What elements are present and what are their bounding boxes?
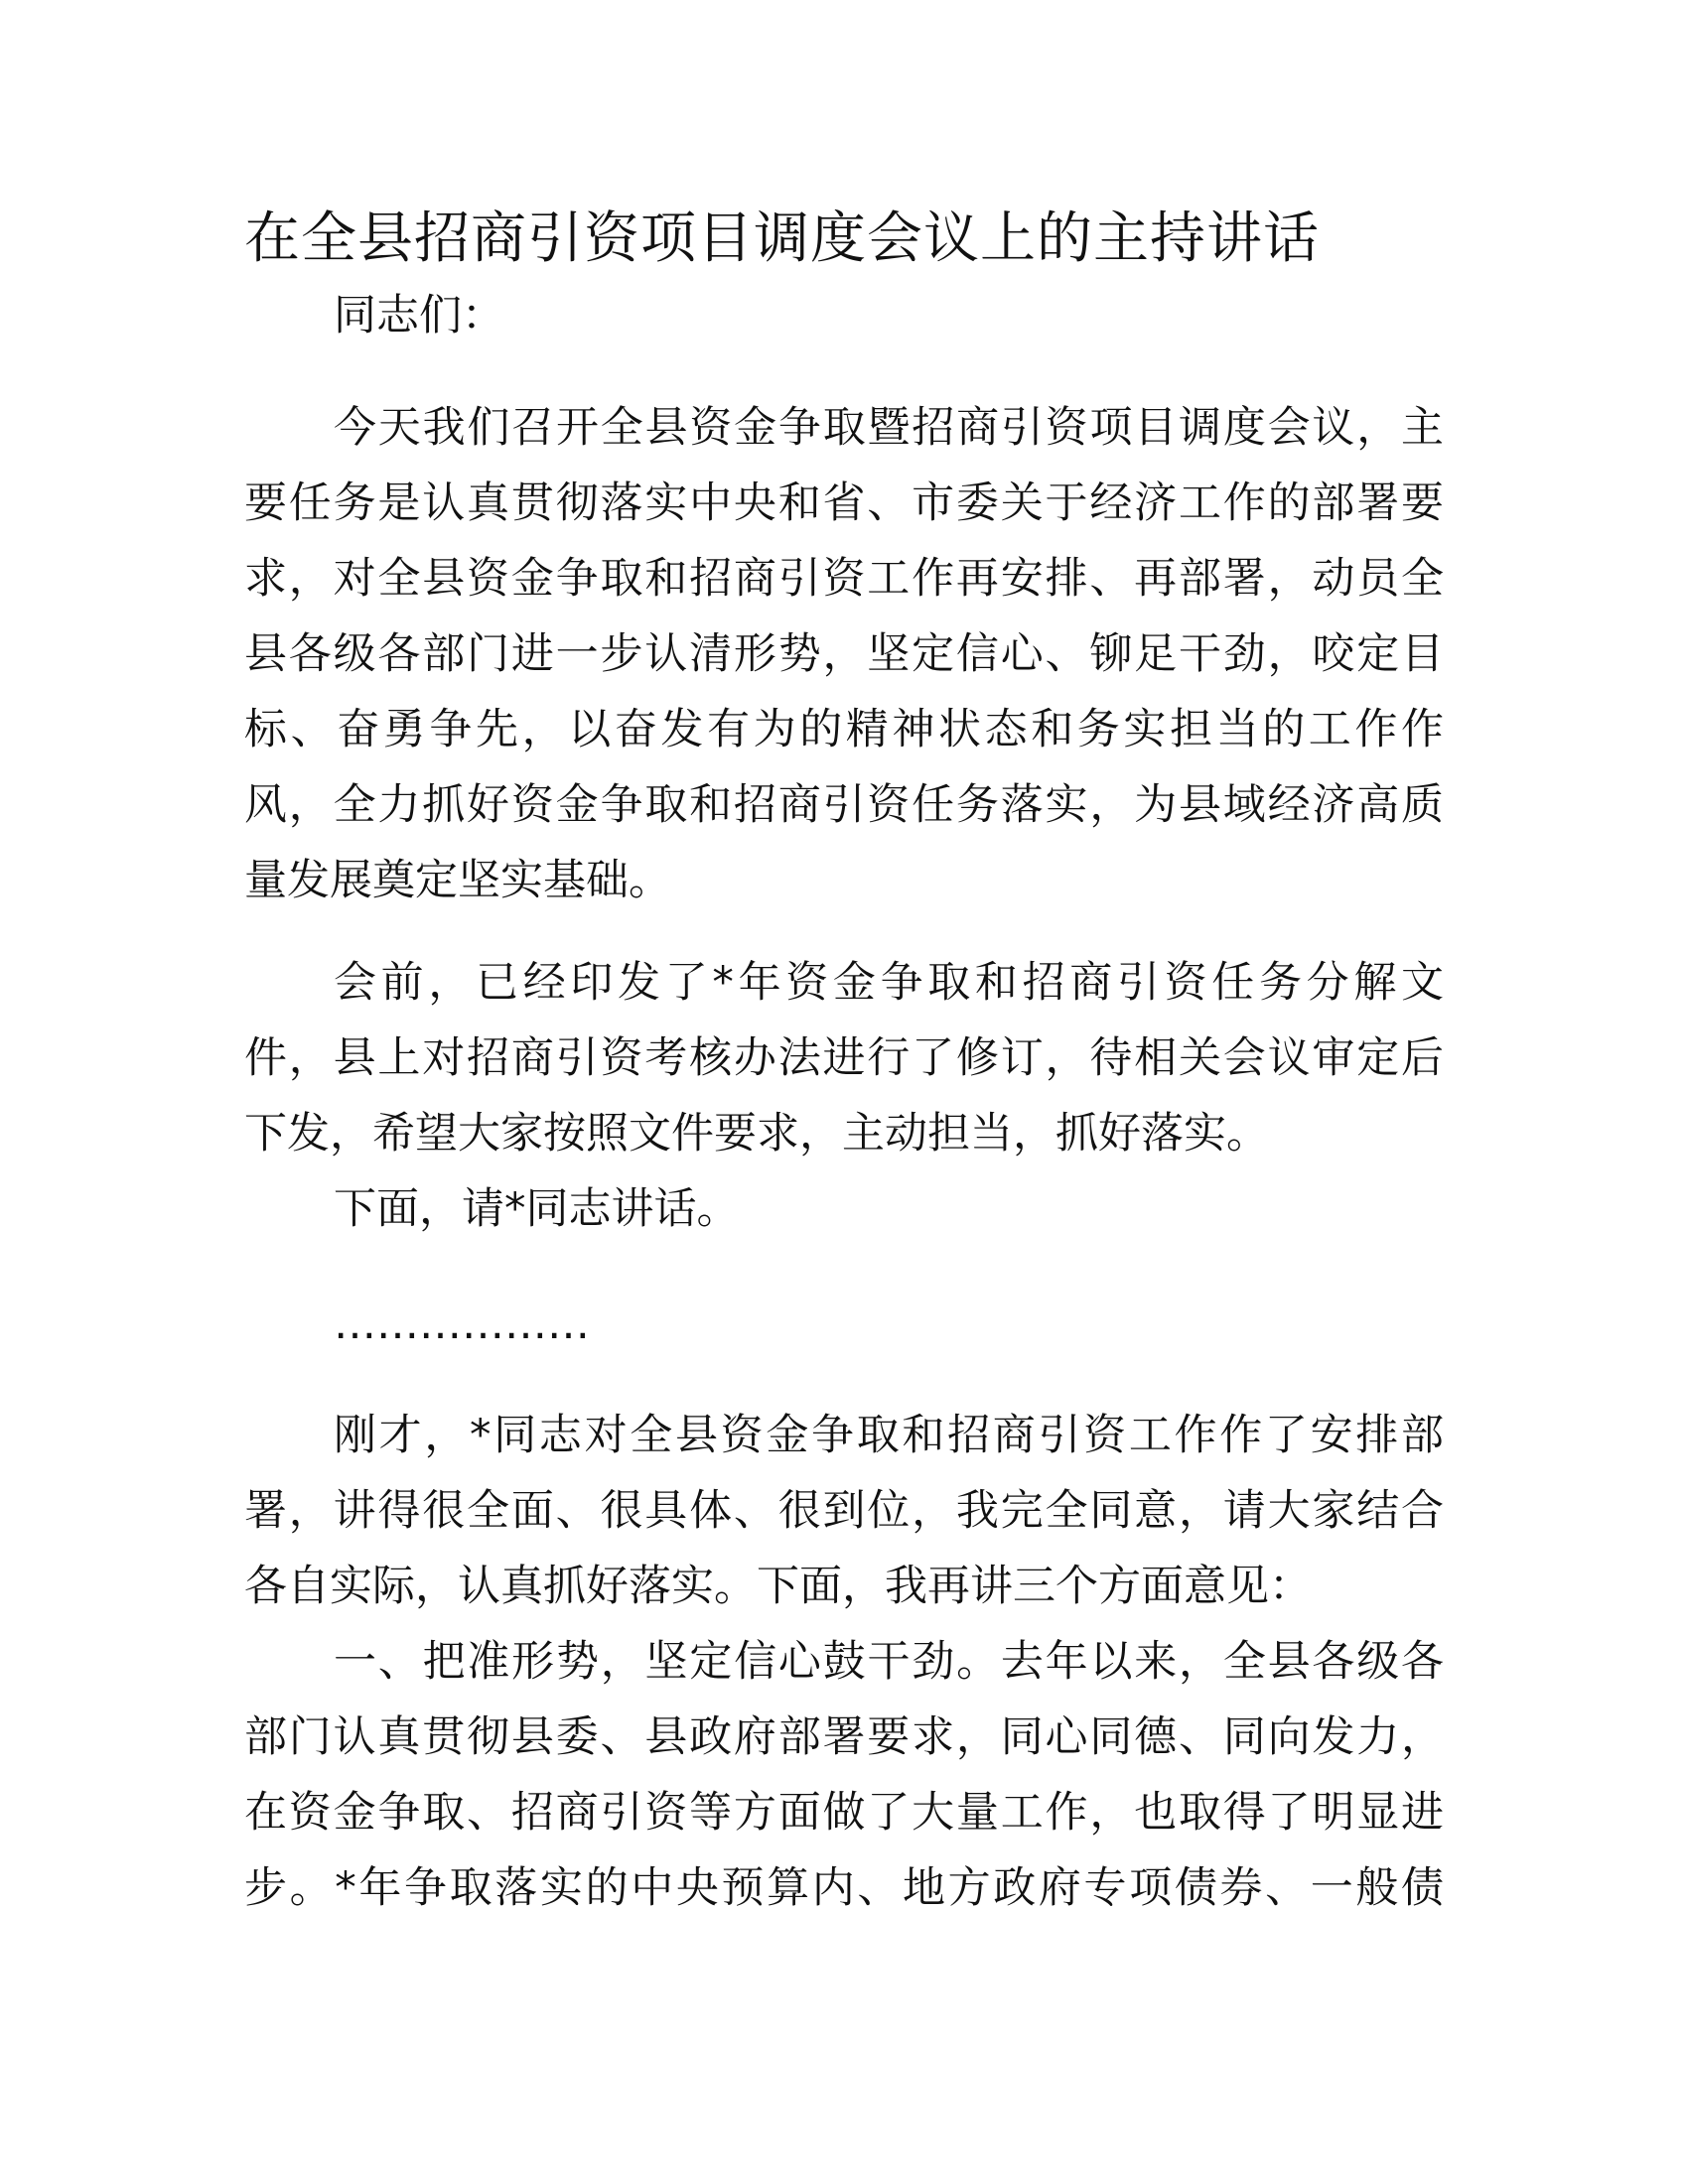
paragraph-line: 县各级各部门进一步认清形势，坚定信心、铆足干劲，咬定目: [244, 629, 1444, 679]
greeting-text: 同志们：: [334, 291, 504, 341]
paragraph-line: 步。*年争取落实的中央预算内、地方政府专项债券、一般债: [244, 1863, 1444, 1913]
paragraph-line: 量发展奠定坚实基础。: [244, 856, 671, 905]
paragraph-line: 署，讲得很全面、很具体、很到位，我完全同意，请大家结合: [244, 1486, 1444, 1536]
paragraph-line: 下发，希望大家按照文件要求，主动担当，抓好落实。: [244, 1109, 1269, 1159]
paragraph-pre-meeting: [244, 945, 1444, 1171]
paragraph-line: 一、把准形势，坚定信心鼓干劲。去年以来，全县各级各: [334, 1637, 1444, 1687]
paragraph-line: 会前，已经印发了*年资金争取和招商引资任务分解文: [334, 958, 1444, 1008]
document-title: 在全县招商引资项目调度会议上的主持讲话: [244, 206, 1320, 271]
paragraph-line: 求，对全县资金争取和招商引资工作再安排、再部署，动员全: [244, 554, 1444, 604]
paragraph-line: 下面，请*同志讲话。: [334, 1184, 740, 1234]
ellipsis-line: ………………: [334, 1299, 590, 1349]
paragraph-line: 要任务是认真贯彻落实中央和省、市委关于经济工作的部署要: [244, 478, 1444, 528]
paragraph-intro: [244, 390, 1444, 918]
paragraph-line: 部门认真贯彻县委、县政府部署要求，同心同德、同向发力，: [244, 1712, 1444, 1762]
paragraph-line: 刚才，*同志对全县资金争取和招商引资工作作了安排部: [334, 1411, 1444, 1460]
paragraph-line: 在资金争取、招商引资等方面做了大量工作，也取得了明显进: [244, 1788, 1444, 1838]
paragraph-line: 标、奋勇争先，以奋发有为的精神状态和务实担当的工作作: [244, 705, 1444, 754]
paragraph-line: 今天我们召开全县资金争取暨招商引资项目调度会议，主: [334, 403, 1444, 453]
ellipsis-separator: [244, 1287, 1444, 1362]
paragraph-line: 各自实际，认真抓好落实。下面，我再讲三个方面意见：: [244, 1562, 1312, 1611]
greeting: [244, 278, 1444, 353]
paragraph-speaker-intro: [244, 1171, 1444, 1247]
paragraph-section-one: [244, 1624, 1444, 1926]
paragraph-line: 风，全力抓好资金争取和招商引资任务落实，为县域经济高质: [244, 780, 1444, 830]
paragraph-line: 件，县上对招商引资考核办法进行了修订，待相关会议审定后: [244, 1033, 1444, 1083]
paragraph-summary: [244, 1398, 1444, 1624]
